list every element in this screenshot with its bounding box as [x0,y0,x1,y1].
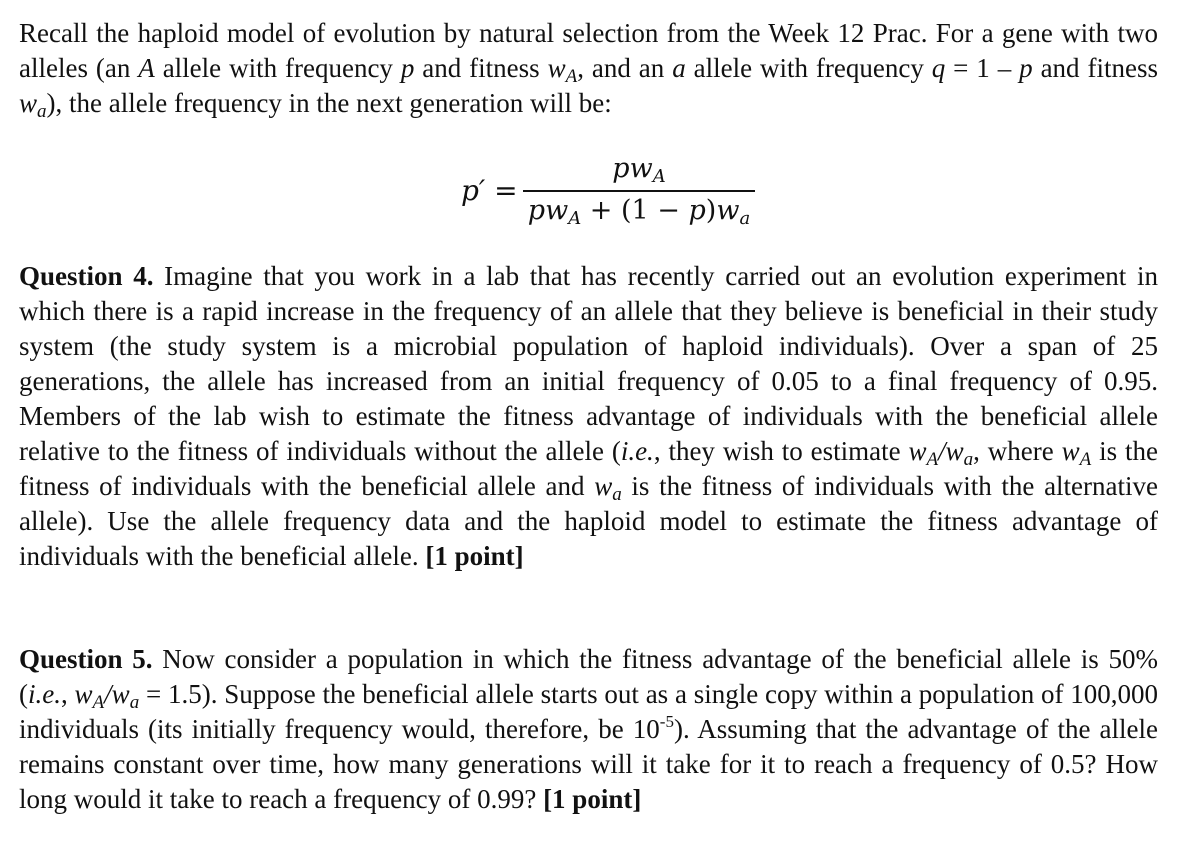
question-4-points: [1 point] [425,541,524,571]
haploid-model-equation [461,150,761,240]
question-5-label: Question 5. [19,644,153,674]
intro-paragraph: Recall the haploid model of evolution by natural selection from the Week 12 Prac. For a gene with two alleles (an A allele with frequency p and fitness $w_A$, and an a allele with frequency q = 1 – p and fitness $w_a$), the allele frequency in the next generation will be: [19,18,1158,122]
equation-fraction [523,150,755,230]
equation-lhs: p′ = [461,174,518,207]
question-5: Question 5. Now consider a population in which the fitness advantage of the beneficial allele is 50% (i.e., $w_A/w_a = 1.5$). Suppose the beneficial allele starts out as a single copy within a population of 100,000 individuals (its initially frequency would, therefore, be $10^{-5}$). Assuming that the advantage of the allele remains constant over time, how many generations will it take for it to reach a frequency of 0.5? How long would it take to reach a frequency of 0.99? [1 point] [19,644,1159,814]
equation-numerator: pwA [612,153,666,187]
question-4: Question 4. Imagine that you work in a lab that has recently carried out an evolution experiment in which there is a rapid increase in the frequency of an allele that they believe is beneficial in their study system (the study system is a microbial population of haploid individuals). Over a span of 25 generations, the allele has increased from an initial frequency of 0.05 to a final frequency of 0.95. Members of the lab wish to estimate the fitness advantage of individuals with the beneficial allele relative to the fitness of individuals without the allele (i.e., they wish to estimate $w_A/w_a$, where $w_A$ is the fitness of individuals with the beneficial allele and $w_a$ is the fitness of individuals with the alternative allele). Use the allele frequency data and the haploid model to estimate the fitness advantage of individuals with the beneficial allele. [1 point] [19,261,1158,571]
question-5-points: [1 point] [543,784,642,814]
question-4-label: Question 4. [19,261,154,291]
equation-denominator: pwA + (1 − p)wa [527,194,751,229]
